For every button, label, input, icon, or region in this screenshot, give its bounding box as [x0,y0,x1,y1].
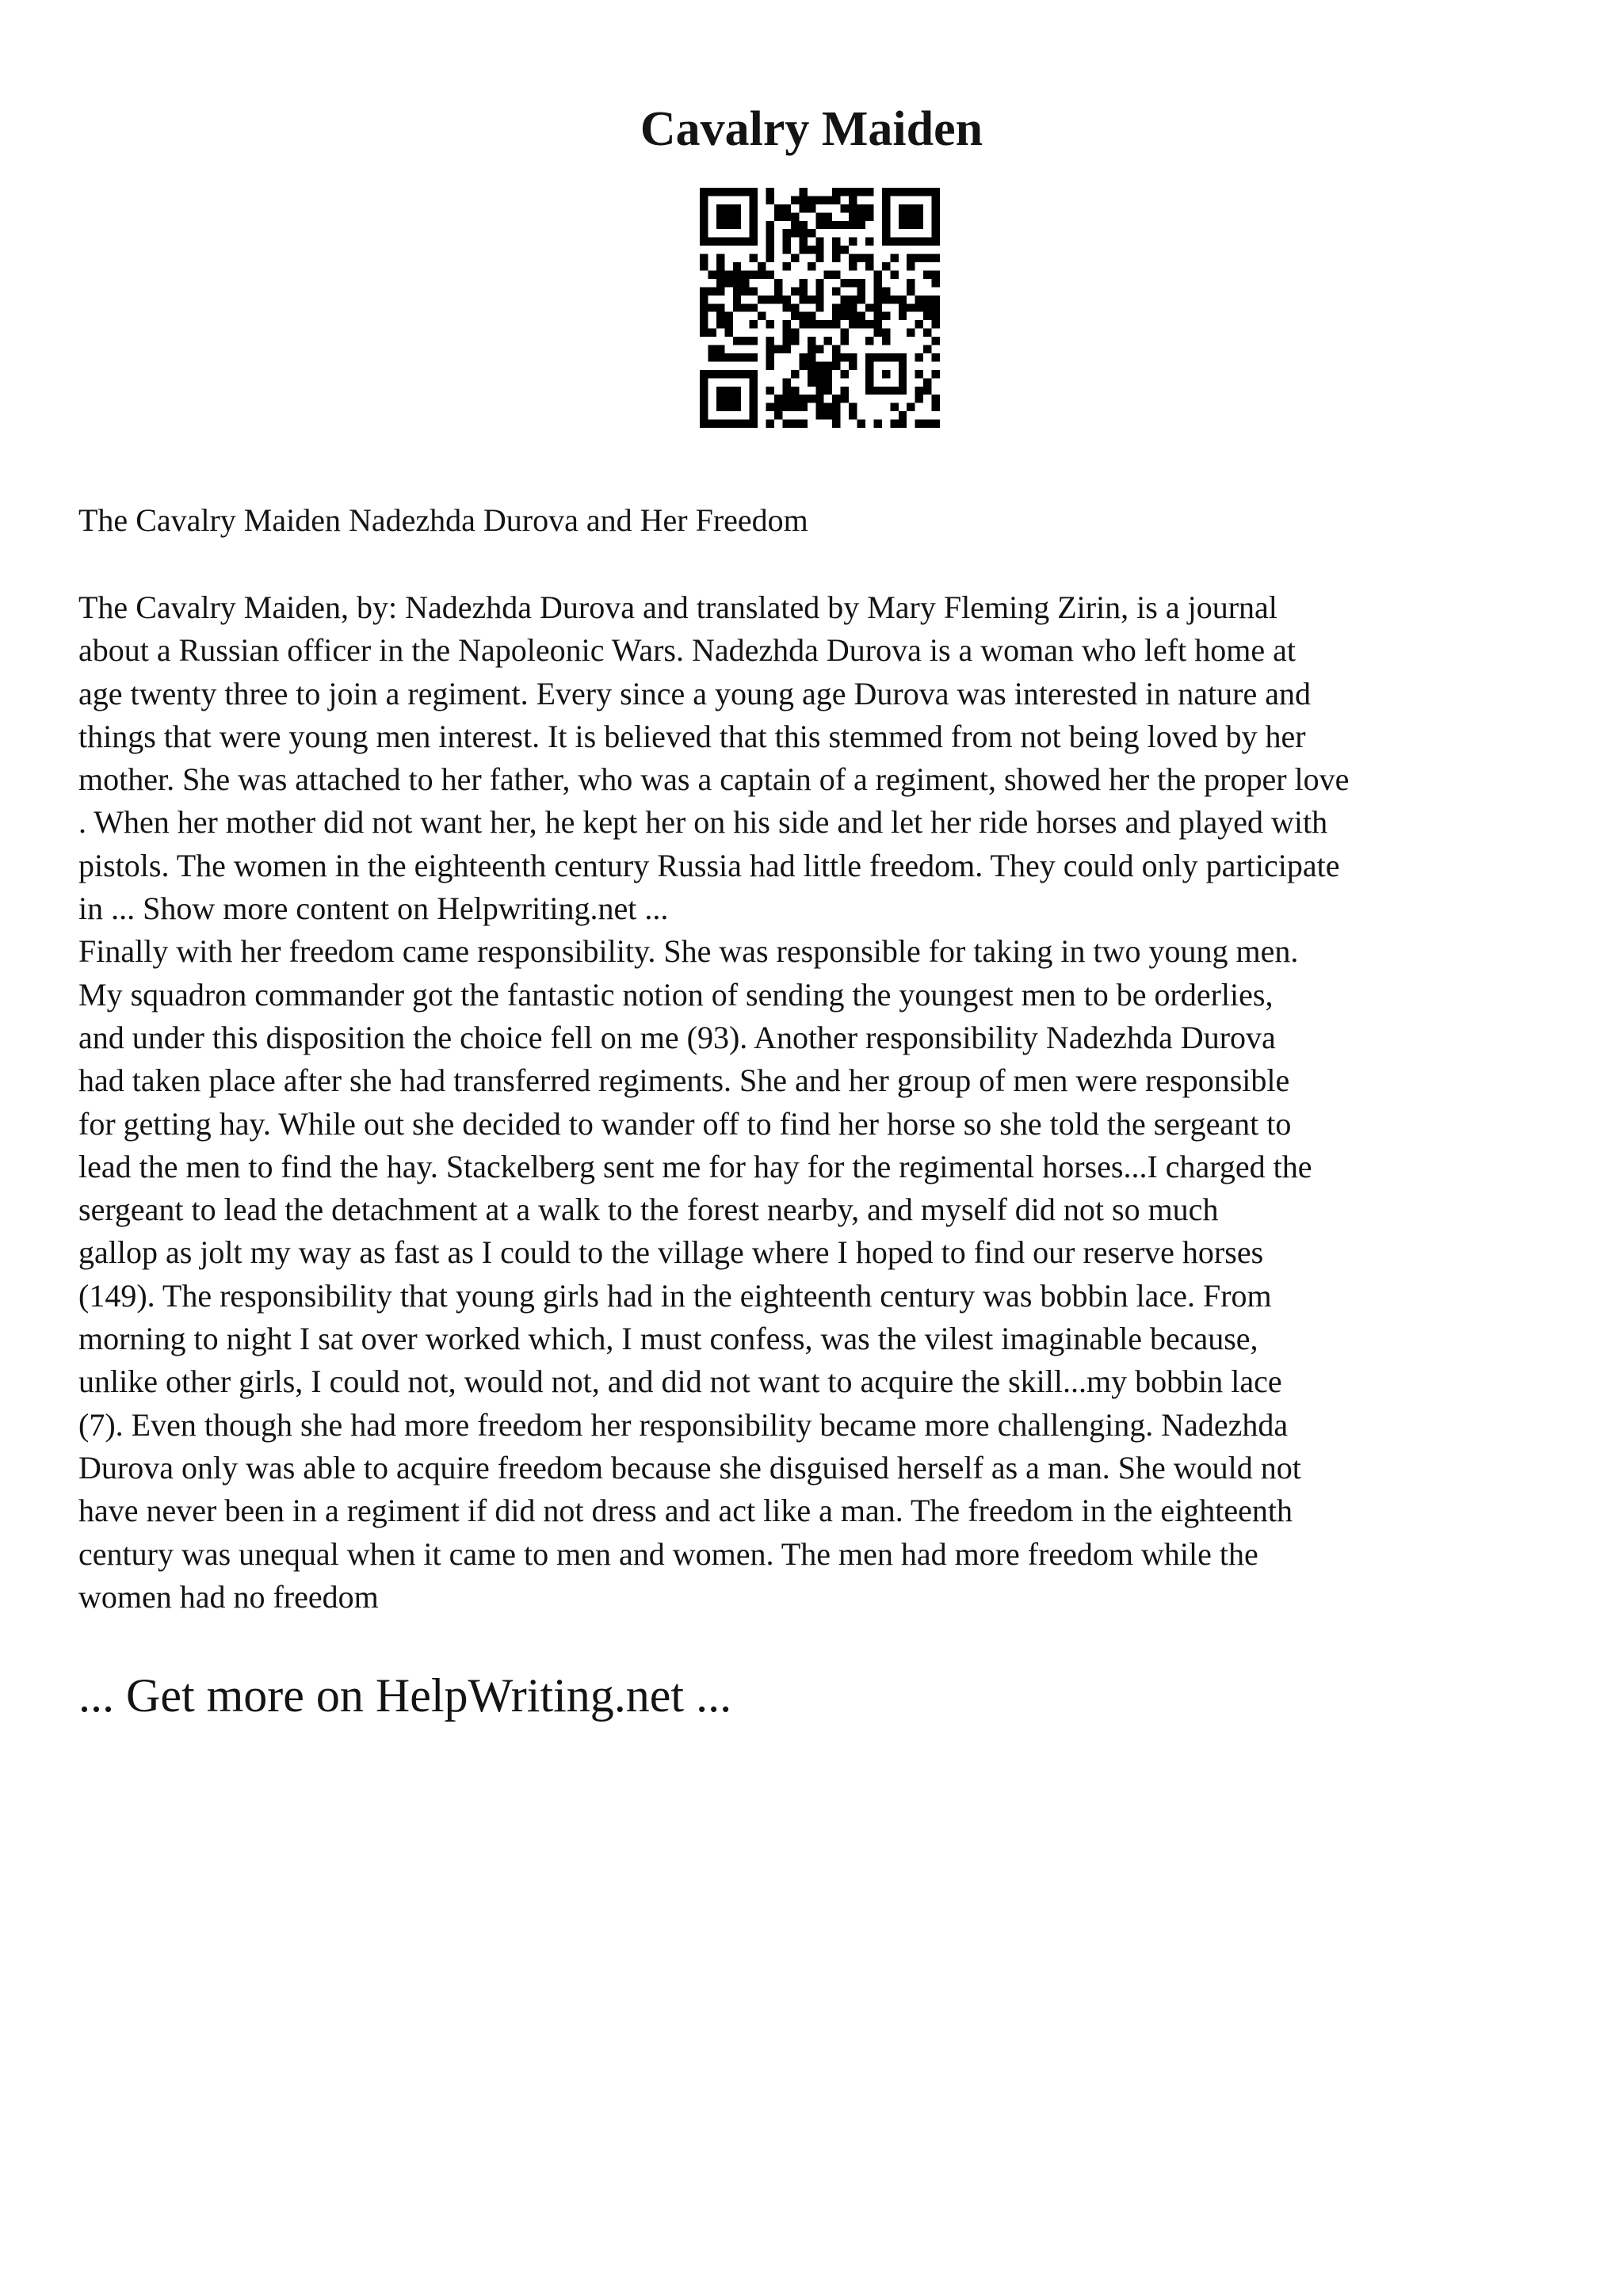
essay-body [78,586,1584,1619]
body-line: . When her mother did not want her, he kept her on his side and let her ride horses and played with [78,804,1328,841]
body-line: Durova only was able to acquire freedom because she disguised herself as a man. She would not [78,1449,1301,1486]
show-more-link[interactable]: in ... Show more content on Helpwriting.net ... [78,891,669,927]
get-more-link[interactable]: ... Get more on HelpWriting.net ... [78,1669,732,1722]
body-line: mother. She was attached to her father, who was a captain of a regiment, showed her the proper love [78,761,1350,798]
body-line: age twenty three to join a regiment. Every since a young age Durova was interested in nature and [78,675,1311,711]
body-line: have never been in a regiment if did not dress and act like a man. The freedom in the eighteenth [78,1493,1293,1529]
body-line: The Cavalry Maiden, by: Nadezhda Durova and translated by Mary Fleming Zirin, is a journal [78,589,1277,625]
body-line: morning to night I sat over worked which, I must confess, was the vilest imaginable because, [78,1321,1258,1357]
body-line: lead the men to find the hay. Stackelberg sent me for hay for the regimental horses...I charged the [78,1148,1312,1184]
body-line: pistols. The women in the eighteenth century Russia had little freedom. They could only participate [78,847,1340,883]
body-line: for getting hay. While out she decided to wander off to find her horse so she told the sergeant to [78,1105,1292,1142]
body-line: unlike other girls, I could not, would not, and did not want to acquire the skill...my bobbin lace [78,1363,1282,1400]
body-line: gallop as jolt my way as fast as I could to the village where I hoped to find our reserve horses [78,1234,1264,1271]
body-line: had taken place after she had transferred regiments. She and her group of men were responsible [78,1062,1290,1099]
body-line: sergeant to lead the detachment at a walk to the forest nearby, and myself did not so much [78,1192,1219,1228]
body-line: (149). The responsibility that young girls had in the eighteenth century was bobbin lace. From [78,1277,1272,1314]
body-line: about a Russian officer in the Napoleonic Wars. Nadezhda Durova is a woman who left home at [78,632,1296,669]
body-line: My squadron commander got the fantastic notion of sending the youngest men to be orderlies, [78,976,1274,1013]
page-title: Cavalry Maiden [640,102,983,156]
body-line: Finally with her freedom came responsibility. She was responsible for taking in two young men. [78,933,1299,970]
body-line: things that were young men interest. It is believed that this stemmed from not being loved by her [78,718,1306,754]
qr-code-icon[interactable] [700,188,940,428]
body-line: and under this disposition the choice fell on me (93). Another responsibility Nadezhda Durova [78,1019,1276,1055]
essay-subtitle: The Cavalry Maiden Nadezhda Durova and Her Freedom [78,502,808,538]
body-line: women had no freedom [78,1578,379,1615]
body-line: (7). Even though she had more freedom her responsibility became more challenging. Nadezhda [78,1406,1289,1443]
body-line: century was unequal when it came to men and women. The men had more freedom while the [78,1535,1258,1572]
